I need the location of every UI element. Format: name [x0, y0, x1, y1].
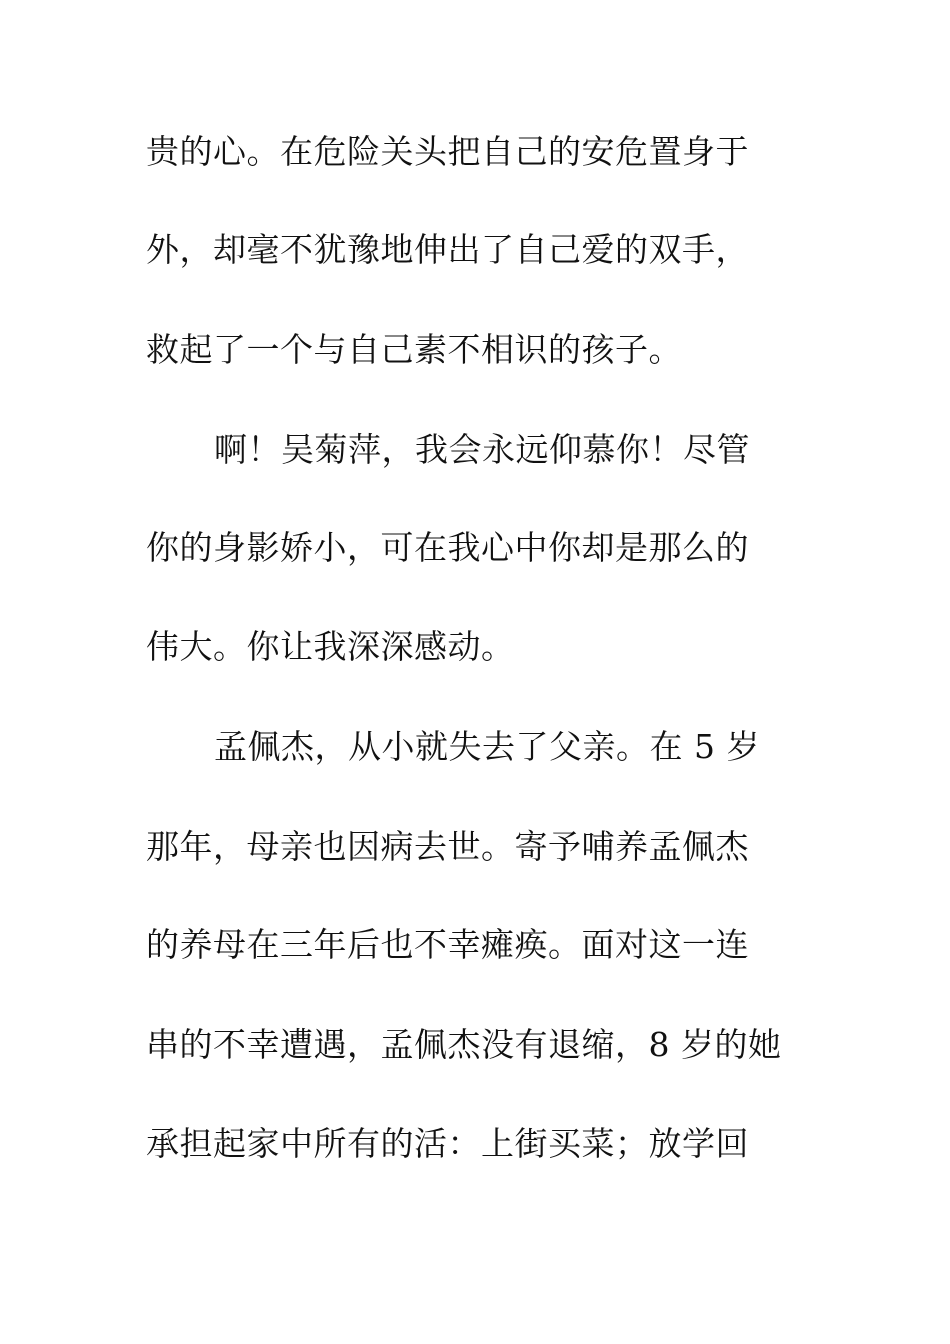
text-line-7: 孟佩杰，从小就失去了父亲。在 5 岁: [214, 727, 760, 766]
text-line-3: 救起了一个与自己素不相识的孩子。: [146, 330, 682, 369]
text-line-9: 的养母在三年后也不幸瘫痪。面对这一连: [146, 925, 749, 964]
text-line-10: 串的不幸遭遇，孟佩杰没有退缩，8 岁的她: [146, 1025, 782, 1064]
text-line-1: 贵的心。在危险关头把自己的安危置身于: [146, 132, 749, 171]
text-line-2: 外，却毫不犹豫地伸出了自己爱的双手，: [146, 230, 749, 269]
text-line-6: 伟大。你让我深深感动。: [146, 627, 515, 666]
text-line-11: 承担起家中所有的活：上街买菜；放学回: [146, 1124, 749, 1163]
text-line-5: 你的身影娇小，可在我心中你却是那么的: [146, 528, 749, 567]
text-line-4: 啊！吴菊萍，我会永远仰慕你！尽管: [214, 430, 750, 469]
text-line-8: 那年，母亲也因病去世。寄予哺养孟佩杰: [146, 827, 749, 866]
